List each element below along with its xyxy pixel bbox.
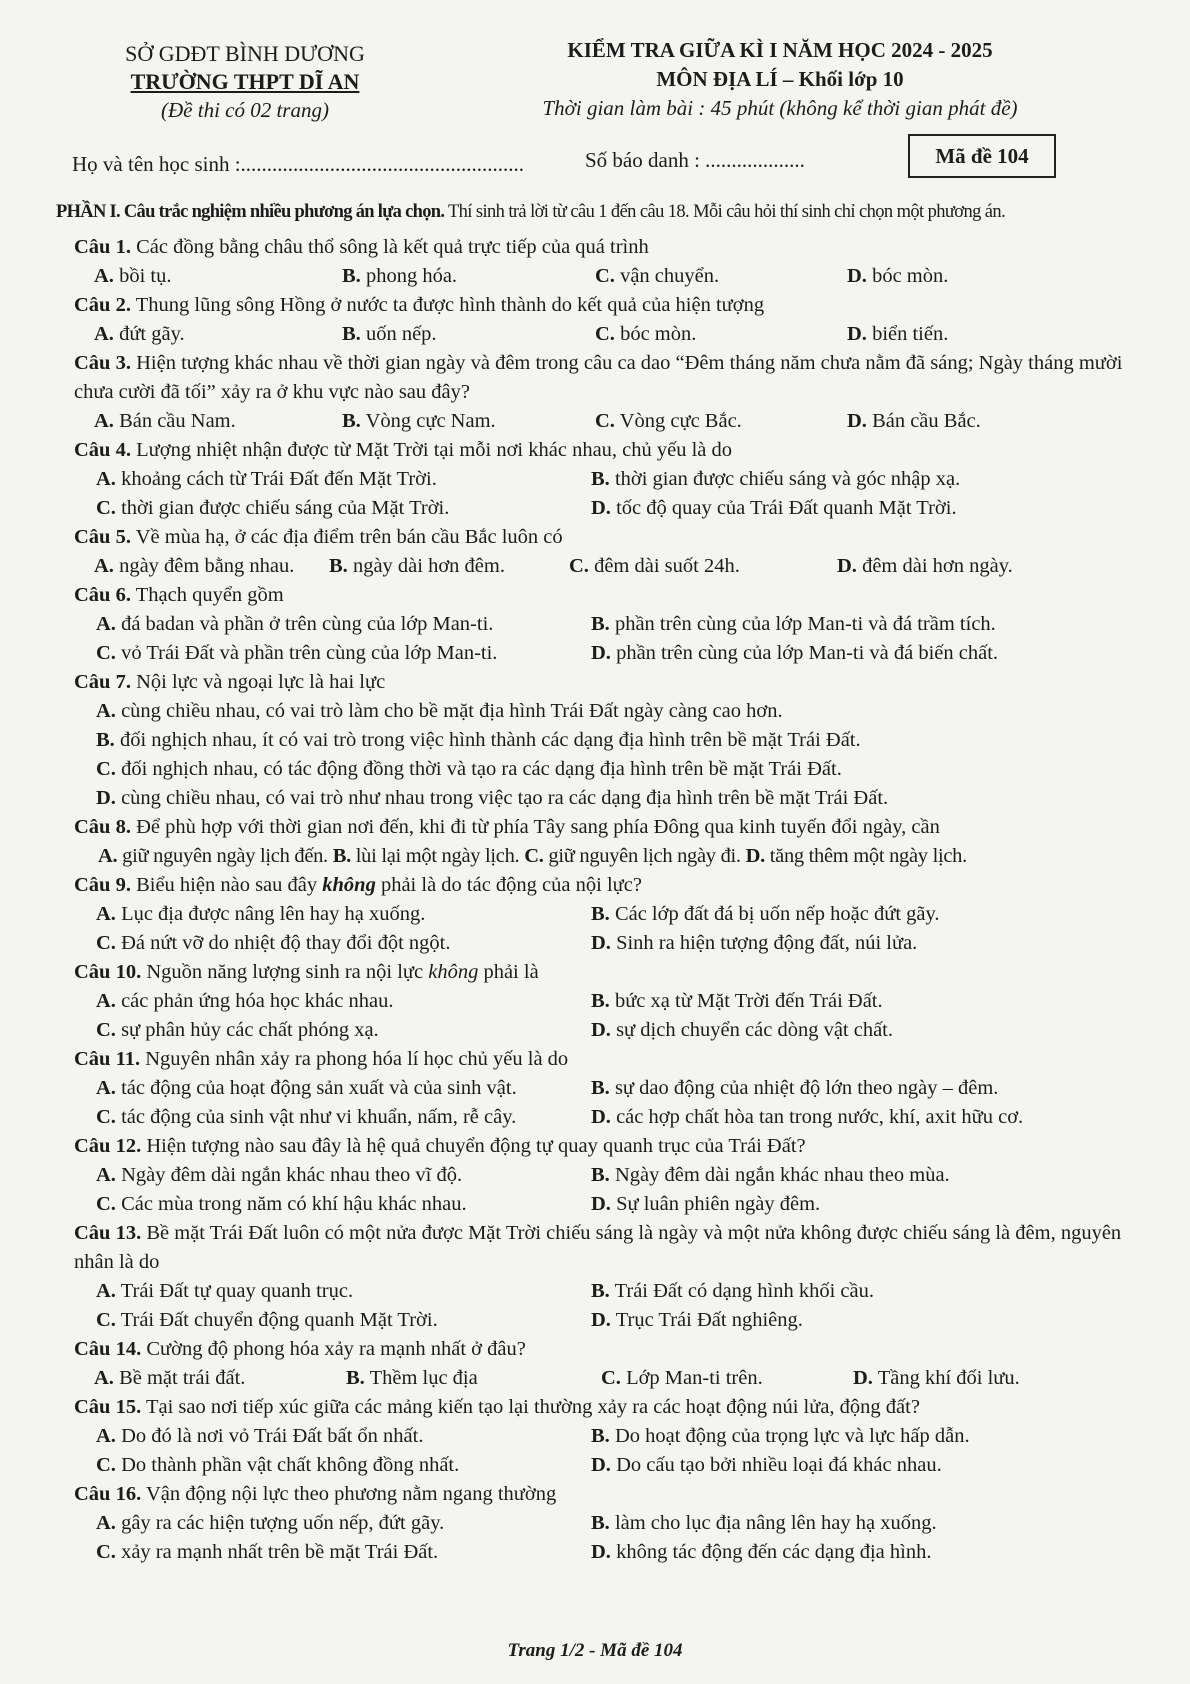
option-a: A. Ngày đêm dài ngắn khác nhau theo vĩ độ. — [96, 1164, 463, 1186]
page-footer: Trang 1/2 - Mã đề 104 — [507, 1640, 683, 1661]
candidate-number-line: Số báo danh : ................... — [585, 148, 805, 172]
option-c: C. giữ nguyên lịch ngày đi. — [524, 845, 746, 867]
question-11 — [74, 1045, 1164, 1132]
header-right — [500, 36, 1060, 123]
question-text: Để phù hợp với thời gian nơi đến, khi đi từ phía Tây sang phía Đông qua kinh tuyến đổi ngày, cần — [130, 816, 940, 838]
question-1 — [74, 233, 1164, 291]
option-d: D. Sinh ra hiện tượng động đất, núi lửa. — [591, 932, 918, 954]
option-d: D. sự dịch chuyển các dòng vật chất. — [591, 1019, 894, 1041]
option-a: A. cùng chiều nhau, có vai trò làm cho bề mặt địa hình Trái Đất ngày càng cao hơn. — [96, 700, 783, 722]
option-c: C. bóc mòn. — [595, 323, 697, 345]
option-a: A. Do đó là nơi vỏ Trái Đất bất ổn nhất. — [96, 1425, 424, 1447]
question-number: Câu 3. — [74, 352, 131, 374]
question-text: Cường độ phong hóa xảy ra mạnh nhất ở đâu? — [141, 1338, 526, 1360]
option-a: A. ngày đêm bằng nhau. — [94, 555, 295, 577]
question-text: Bề mặt Trái Đất luôn có một nửa được Mặt Trời chiếu sáng là ngày và một nửa không được chiếu sáng là đêm, nguyên nhân là do — [74, 1222, 1122, 1273]
question-number: Câu 8. — [74, 816, 131, 838]
exam-code-box: Mã đề 104 — [908, 134, 1056, 178]
option-b: B. lùi lại một ngày lịch. — [332, 845, 525, 867]
option-a: A. tác động của hoạt động sản xuất và của sinh vật. — [96, 1077, 517, 1099]
option-c: C. sự phân hủy các chất phóng xạ. — [96, 1019, 379, 1041]
question-number: Câu 10. — [74, 961, 142, 983]
question-6 — [74, 581, 1164, 668]
option-c: C. thời gian được chiếu sáng của Mặt Trời. — [96, 497, 450, 519]
student-name-line: Họ và tên học sinh :...................................................... — [72, 152, 525, 176]
question-number: Câu 12. — [74, 1135, 142, 1157]
option-c: C. Các mùa trong năm có khí hậu khác nhau. — [96, 1193, 467, 1215]
exam-title: KIỂM TRA GIỮA KÌ I NĂM HỌC 2024 - 2025 — [567, 38, 993, 62]
question-number: Câu 7. — [74, 671, 131, 693]
option-d: D. Sự luân phiên ngày đêm. — [591, 1193, 821, 1215]
question-13 — [74, 1219, 1164, 1335]
option-a: A. khoảng cách từ Trái Đất đến Mặt Trời. — [96, 468, 437, 490]
question-text: Hiện tượng khác nhau về thời gian ngày và đêm trong câu ca dao “Đêm tháng năm chưa nằm đã sáng; Ngày tháng mười chưa cười đã tối” xảy ra ở khu vực nào sau đây? — [74, 352, 1123, 403]
question-9: Câu 9. Biểu hiện nào sau đây không phải là do tác động của nội lực? A. Lục địa được nâng lên hay hạ xuống. B. Các lớp đất đá bị uốn nếp hoặc đứt gãy. C. Đá nứt vỡ do nhiệt độ thay đổi đột ngột. D. Sinh ra hiện tượng động đất, núi lửa. — [74, 871, 1164, 958]
question-number: Câu 6. — [74, 584, 131, 606]
option-c: C. Do thành phần vật chất không đồng nhất. — [96, 1454, 460, 1476]
option-b: B. thời gian được chiếu sáng và góc nhập xạ. — [591, 468, 961, 490]
question-number: Câu 9. — [74, 874, 131, 896]
question-list — [74, 233, 1164, 1567]
question-7 — [74, 668, 1164, 813]
option-d: D. Tầng khí đối lưu. — [853, 1367, 1020, 1389]
emphasis-word: không — [428, 961, 479, 983]
option-d: D. biển tiến. — [847, 323, 949, 345]
option-d: D. bóc mòn. — [847, 265, 949, 287]
option-a: A. Trái Đất tự quay quanh trục. — [96, 1280, 354, 1302]
option-a: A. đá badan và phần ở trên cùng của lớp Man-ti. — [96, 613, 494, 635]
option-d: D. tăng thêm một ngày lịch. — [745, 845, 967, 867]
question-text: Tại sao nơi tiếp xúc giữa các mảng kiến tạo lại thường xảy ra các hoạt động núi lửa, động đất? — [141, 1396, 920, 1418]
header-left — [110, 40, 380, 124]
question-3 — [74, 349, 1164, 436]
question-text: Các đồng bằng châu thổ sông là kết quả trực tiếp của quá trình — [130, 236, 649, 258]
option-c: C. Lớp Man-ti trên. — [601, 1367, 763, 1389]
question-number: Câu 14. — [74, 1338, 142, 1360]
question-number: Câu 1. — [74, 236, 131, 258]
option-b: B. Do hoạt động của trọng lực và lực hấp dẫn. — [591, 1425, 970, 1447]
part-1-instruction: Thí sinh trả lời từ câu 1 đến câu 18. Mỗi câu hỏi thí sinh chỉ chọn một phương án. — [444, 202, 1006, 222]
option-d: D. đêm dài hơn ngày. — [837, 555, 1013, 577]
question-12 — [74, 1132, 1164, 1219]
option-b: B. phong hóa. — [342, 265, 458, 287]
option-d: D. Trục Trái Đất nghiêng. — [591, 1309, 803, 1331]
question-number: Câu 15. — [74, 1396, 142, 1418]
question-10: Câu 10. Nguồn năng lượng sinh ra nội lực không phải là A. các phản ứng hóa học khác nhau. B. bức xạ từ Mặt Trời đến Trái Đất. C. sự phân hủy các chất phóng xạ. D. sự dịch chuyển các dòng vật chất. — [74, 958, 1164, 1045]
question-text: Vận động nội lực theo phương nằm ngang thường — [141, 1483, 557, 1505]
option-d: D. cùng chiều nhau, có vai trò như nhau trong việc tạo ra các dạng địa hình trên bề mặt Trái Đất. — [96, 787, 889, 809]
question-number: Câu 2. — [74, 294, 131, 316]
option-d: D. các hợp chất hòa tan trong nước, khí, axit hữu cơ. — [591, 1106, 1024, 1128]
pages-note: (Đề thi có 02 trang) — [161, 98, 329, 122]
option-b: B. bức xạ từ Mặt Trời đến Trái Đất. — [591, 990, 883, 1012]
option-b: B. phần trên cùng của lớp Man-ti và đá trầm tích. — [591, 613, 996, 635]
question-8 — [74, 813, 1164, 871]
option-b: B. uốn nếp. — [342, 323, 437, 345]
question-4 — [74, 436, 1164, 523]
option-b: B. đối nghịch nhau, ít có vai trò trong việc hình thành các dạng địa hình trên bề mặt Trái Đất. — [96, 729, 861, 751]
option-c: C. xảy ra mạnh nhất trên bề mặt Trái Đất. — [96, 1541, 439, 1563]
option-a: A. giữ nguyên ngày lịch đến. — [98, 845, 333, 867]
question-text: Thung lũng sông Hồng ở nước ta được hình thành do kết quả của hiện tượng — [130, 294, 765, 316]
option-a: A. đứt gãy. — [94, 323, 185, 345]
option-c: C. vận chuyển. — [595, 265, 720, 287]
exam-time: Thời gian làm bài : 45 phút (không kể thời gian phát đề) — [542, 96, 1018, 120]
question-2 — [74, 291, 1164, 349]
option-b: B. làm cho lục địa nâng lên hay hạ xuống. — [591, 1512, 937, 1534]
question-text: Về mùa hạ, ở các địa điểm trên bán cầu Bắc luôn có — [130, 526, 563, 548]
option-c: C. Vòng cực Bắc. — [595, 410, 742, 432]
option-a: A. gây ra các hiện tượng uốn nếp, đứt gãy. — [96, 1512, 445, 1534]
question-number: Câu 13. — [74, 1222, 142, 1244]
question-15 — [74, 1393, 1164, 1480]
option-d: D. phần trên cùng của lớp Man-ti và đá biến chất. — [591, 642, 999, 664]
option-c: C. đối nghịch nhau, có tác động đồng thời và tạo ra các dạng địa hình trên bề mặt Trái Đất. — [96, 758, 842, 780]
question-number: Câu 11. — [74, 1048, 141, 1070]
option-c: C. vỏ Trái Đất và phần trên cùng của lớp Man-ti. — [96, 642, 498, 664]
option-a: A. bồi tụ. — [94, 265, 172, 287]
question-text: Nội lực và ngoại lực là hai lực — [130, 671, 386, 693]
option-a: A. Lục địa được nâng lên hay hạ xuống. — [96, 903, 426, 925]
question-text: Hiện tượng nào sau đây là hệ quả chuyển động tự quay quanh trục của Trái Đất? — [141, 1135, 806, 1157]
option-c: C. Trái Đất chuyển động quanh Mặt Trời. — [96, 1309, 438, 1331]
option-b: B. ngày dài hơn đêm. — [329, 555, 505, 577]
emphasis-word: không — [322, 874, 376, 896]
option-a: A. Bề mặt trái đất. — [94, 1367, 246, 1389]
question-text: Lượng nhiệt nhận được từ Mặt Trời tại mỗi nơi khác nhau, chủ yếu là do — [130, 439, 733, 461]
question-5 — [74, 523, 1164, 581]
school-name: TRƯỜNG THPT DĨ AN — [130, 69, 360, 94]
question-text: Thạch quyển gồm — [130, 584, 284, 606]
option-a: A. Bán cầu Nam. — [94, 410, 236, 432]
question-number: Câu 16. — [74, 1483, 142, 1505]
option-d: D. không tác động đến các dạng địa hình. — [591, 1541, 932, 1563]
exam-subject: MÔN ĐỊA LÍ – Khối lớp 10 — [656, 67, 904, 91]
option-c: C. tác động của sinh vật như vi khuẩn, nấm, rễ cây. — [96, 1106, 517, 1128]
question-text: Nguyên nhân xảy ra phong hóa lí học chủ yếu là do — [140, 1048, 569, 1070]
question-16 — [74, 1480, 1164, 1567]
option-c: C. đêm dài suốt 24h. — [569, 555, 740, 577]
option-b: B. sự dao động của nhiệt độ lớn theo ngày – đêm. — [591, 1077, 999, 1099]
option-d: D. Bán cầu Bắc. — [847, 410, 981, 432]
option-b: B. Ngày đêm dài ngắn khác nhau theo mùa. — [591, 1164, 950, 1186]
option-a: A. các phản ứng hóa học khác nhau. — [96, 990, 394, 1012]
question-number: Câu 5. — [74, 526, 131, 548]
option-b: B. Vòng cực Nam. — [342, 410, 496, 432]
option-b: B. Thềm lục địa — [346, 1367, 478, 1389]
department-name: SỞ GDĐT BÌNH DƯƠNG — [125, 41, 365, 66]
option-c: C. Đá nứt vỡ do nhiệt độ thay đổi đột ngột. — [96, 932, 451, 954]
question-number: Câu 4. — [74, 439, 131, 461]
option-b: B. Các lớp đất đá bị uốn nếp hoặc đứt gãy. — [591, 903, 940, 925]
option-d: D. Do cấu tạo bởi nhiều loại đá khác nhau. — [591, 1454, 942, 1476]
option-d: D. tốc độ quay của Trái Đất quanh Mặt Trời. — [591, 497, 957, 519]
part-1-heading — [56, 198, 1146, 226]
option-b: B. Trái Đất có dạng hình khối cầu. — [591, 1280, 875, 1302]
question-14 — [74, 1335, 1164, 1393]
part-1-title: PHẦN I. Câu trắc nghiệm nhiều phương án lựa chọn. — [56, 202, 445, 222]
